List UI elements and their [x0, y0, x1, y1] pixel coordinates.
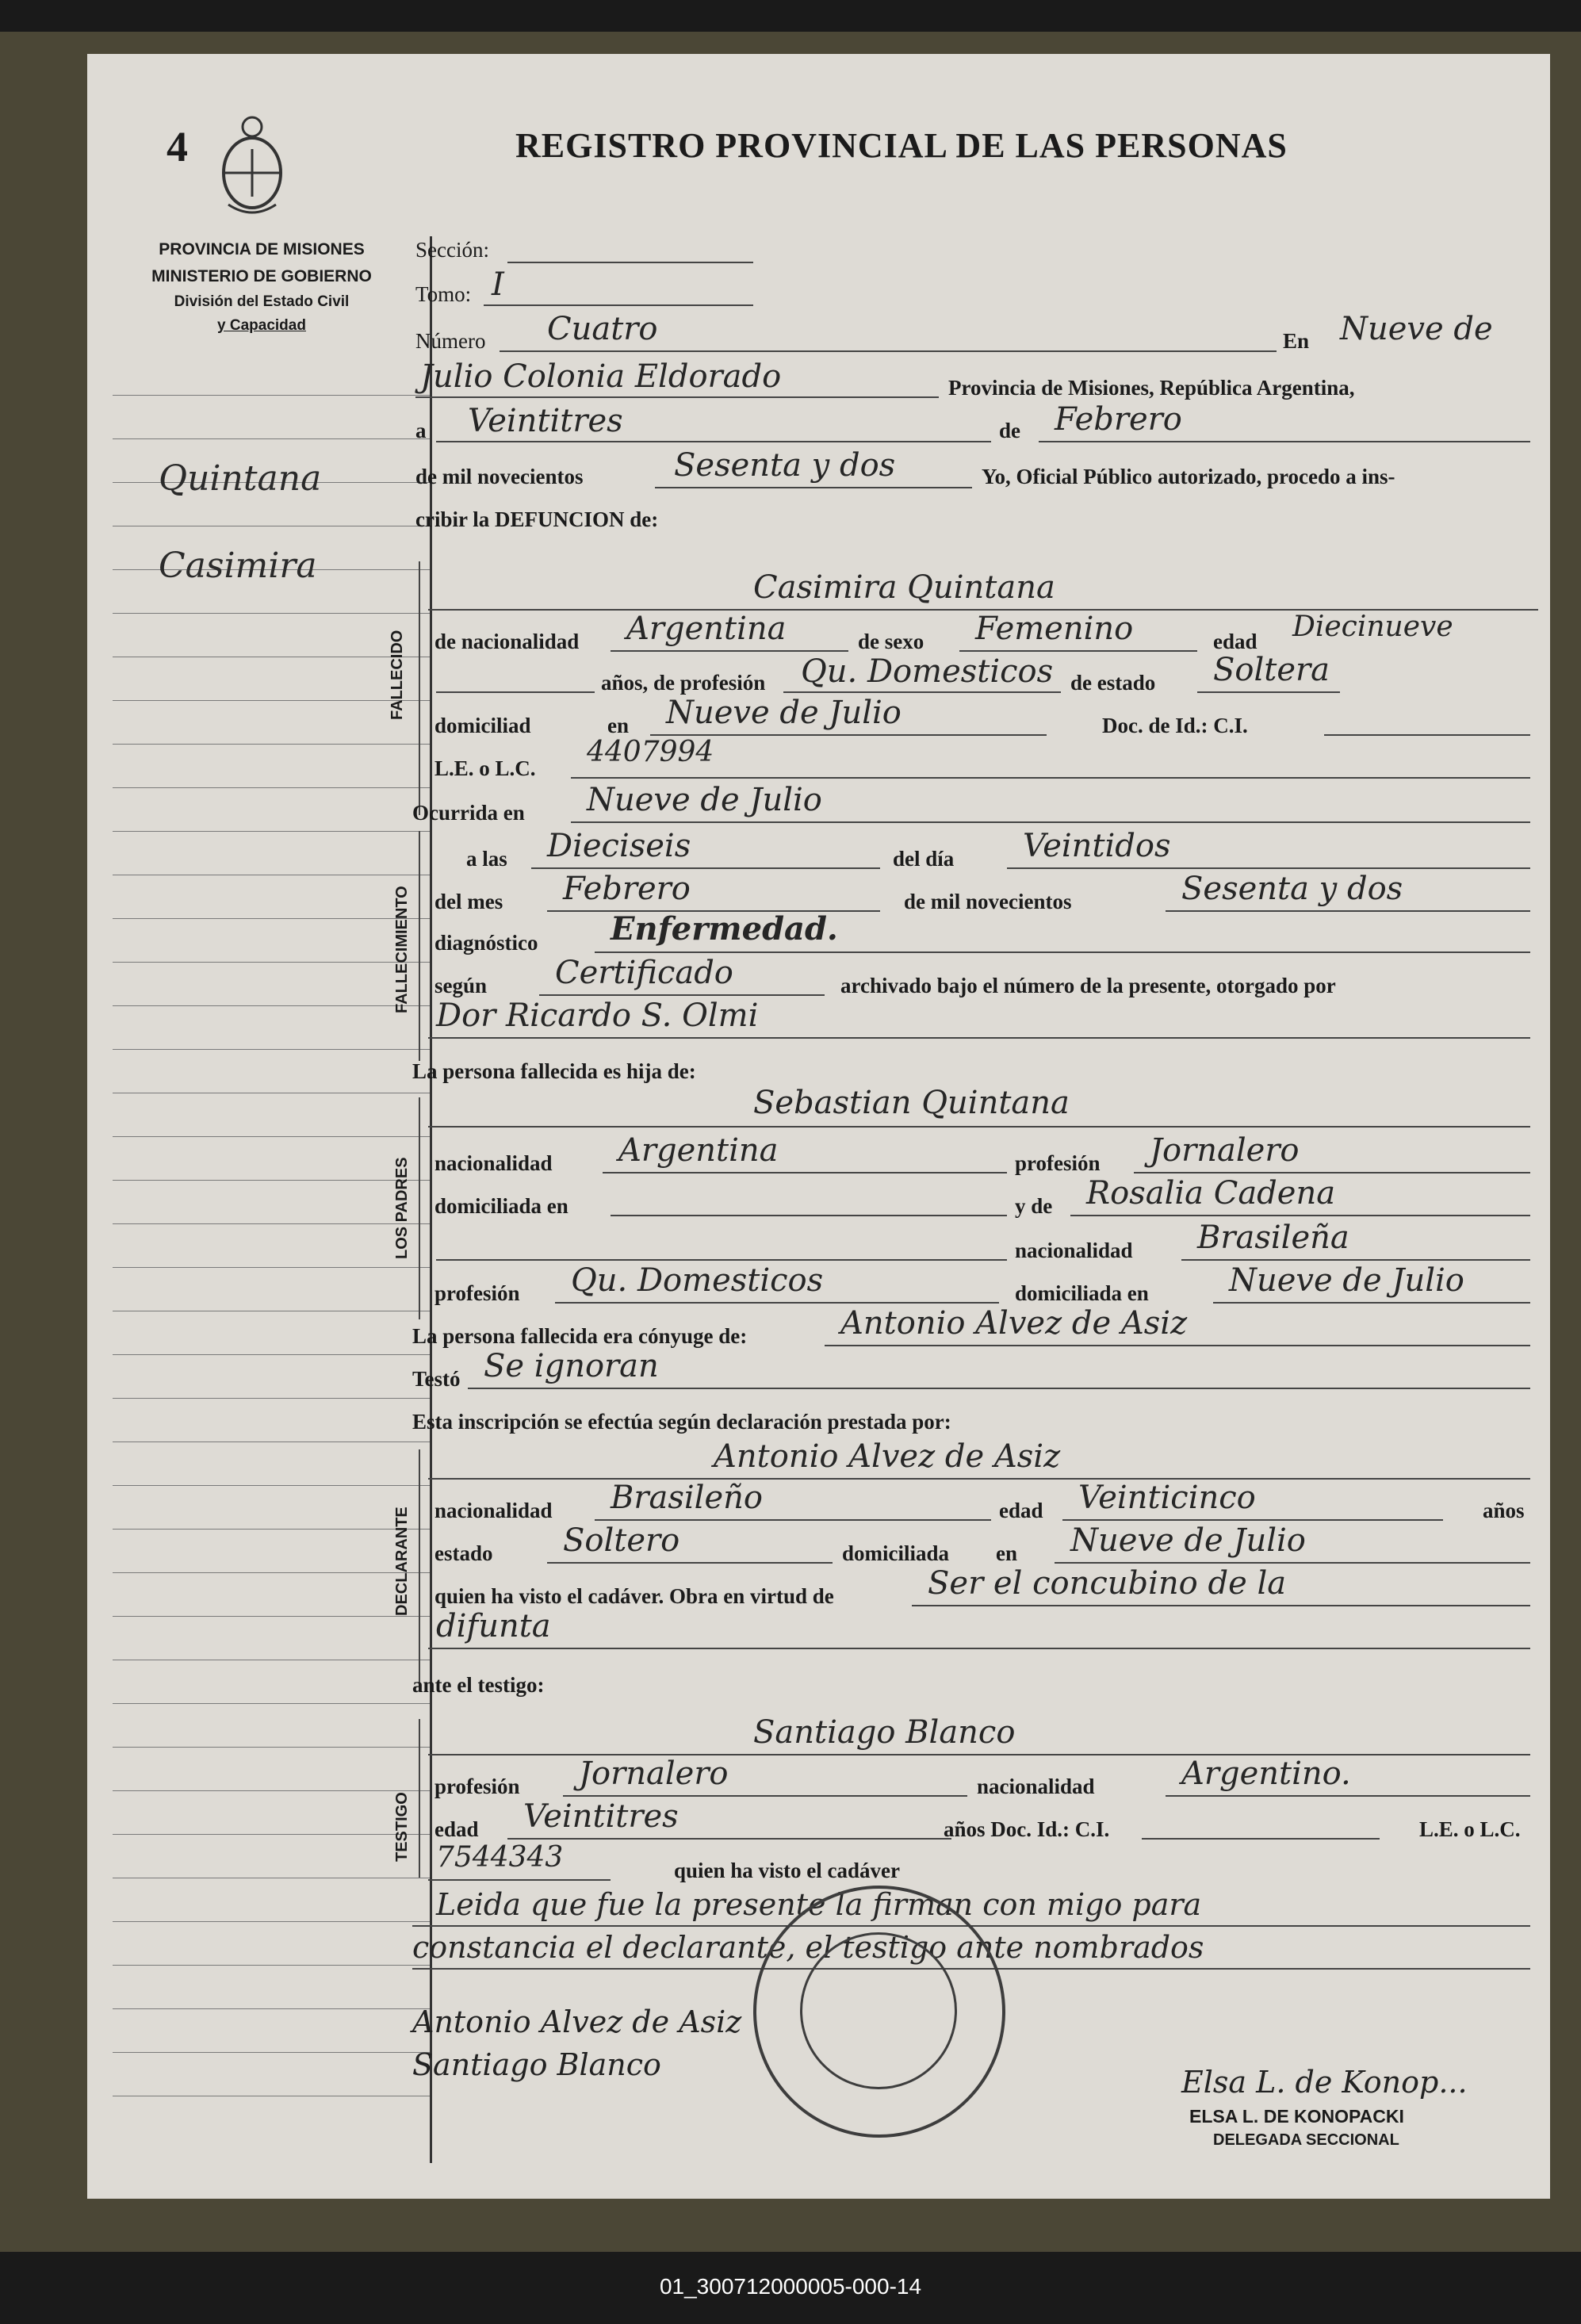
label-de-sexo: de sexo [858, 630, 924, 653]
label-de-nacionalidad: de nacionalidad [434, 630, 580, 653]
label-inscribir: cribir la DEFUNCION de: [415, 507, 659, 531]
ruled-line [113, 1616, 430, 1617]
value-obra: Ser el concubino de la [928, 1565, 1287, 1602]
section-brace [419, 1719, 420, 1878]
margin-ruled-lines [113, 395, 430, 2155]
label-doc-id: años Doc. Id.: C.I. [944, 1817, 1110, 1841]
page-number: 4 [167, 123, 188, 170]
label-domiciliada: domiciliada [842, 1541, 950, 1565]
label-en: En [1283, 329, 1310, 353]
ruled-line [113, 787, 430, 788]
value-test-edad: Veintitres [523, 1798, 679, 1835]
label-anos: años [1483, 1499, 1525, 1522]
label-domiciliada-en: domiciliada en [1015, 1281, 1149, 1305]
section-brace [419, 1097, 420, 1319]
label-nacionalidad: nacionalidad [1015, 1239, 1133, 1262]
label-de: de [999, 419, 1020, 442]
value-diagnostico: Enfermedad. [611, 910, 838, 948]
label-en: en [996, 1541, 1017, 1565]
value-sexo: Femenino [975, 611, 1134, 647]
ruled-line [113, 1180, 430, 1181]
value-test-prof: Jornalero [579, 1755, 729, 1792]
value-test-ci: 7544343 [436, 1841, 564, 1874]
label-diagnostico: diagnóstico [434, 931, 538, 955]
value-padre-prof: Jornalero [1150, 1132, 1300, 1169]
label-nacionalidad: nacionalidad [977, 1775, 1095, 1798]
margin-given-name: Casimira [159, 546, 317, 586]
value-decl-edad: Veinticinco [1078, 1480, 1256, 1516]
label-ocurrida: Ocurrida en [412, 801, 525, 825]
value-madre-dom: Nueve de Julio [1229, 1262, 1464, 1299]
ruled-line [113, 2008, 430, 2009]
value-mes-fall: Febrero [563, 871, 691, 907]
ruled-line [113, 2052, 430, 2053]
signature-oficial: Elsa L. de Konop... [1181, 2065, 1468, 2100]
section-fallecido: FALLECIDO [389, 630, 406, 720]
value-madre-nac: Brasileña [1197, 1219, 1349, 1256]
label-a-las: a las [466, 847, 507, 871]
label-provincia: Provincia de Misiones, República Argentina, [948, 376, 1355, 400]
value-madre: Rosalia Cadena [1086, 1175, 1336, 1212]
section-fallecimiento: FALLECIMIENTO [393, 886, 411, 1013]
value-anio: Sesenta y dos [674, 447, 896, 484]
value-domicilio: Nueve de Julio [666, 695, 902, 731]
margin-surname: Quintana [159, 458, 322, 499]
coat-of-arms-icon [212, 109, 292, 220]
label-seccion: Sección: [415, 238, 489, 262]
closing-line: constancia el declarante, el testigo ante nombrados [412, 1930, 1204, 1965]
label-del-mes: del mes [434, 890, 503, 913]
ruled-line [113, 831, 430, 832]
value-decl-nac: Brasileño [611, 1480, 763, 1516]
ruled-line [113, 1354, 430, 1355]
ruled-line [113, 1441, 430, 1442]
value-estado: Soltera [1213, 652, 1330, 688]
document-page [87, 54, 1550, 2199]
label-profesion: profesión [434, 1281, 520, 1305]
official-seal-icon [753, 1886, 1005, 2138]
value-segun: Certificado [555, 955, 733, 991]
ruled-line [113, 1267, 430, 1268]
label-tomo: Tomo: [415, 282, 472, 306]
ruled-line [113, 1049, 430, 1050]
label-domiciliada-en: domiciliada en [434, 1194, 568, 1218]
label-doc-id: Doc. de Id.: C.I. [1102, 714, 1248, 737]
page-title: REGISTRO PROVINCIAL DE LAS PERSONAS [515, 126, 1288, 165]
label-profesion: profesión [434, 1775, 520, 1798]
label-profesion: profesión [1015, 1151, 1101, 1175]
label-le-lc: L.E. o L.C. [434, 756, 536, 780]
stamp-role: DELEGADA SECCIONAL [1213, 2131, 1399, 2149]
section-los-padres: LOS PADRES [393, 1157, 411, 1259]
label-de-mil: de mil novecientos [904, 890, 1072, 913]
label-quien-visto: quien ha visto el cadáver. Obra en virtud de [434, 1584, 834, 1608]
value-nombre: Casimira Quintana [753, 569, 1055, 606]
value-padre: Sebastian Quintana [753, 1085, 1070, 1121]
value-testo: Se ignoran [484, 1348, 659, 1384]
section-testigo: TESTIGO [393, 1792, 411, 1862]
label-anos-profesion: años, de profesión [601, 671, 766, 695]
closing-line: Leida que fue la presente la firman con migo para [436, 1887, 1202, 1922]
value-ocurrida: Nueve de Julio [587, 782, 822, 818]
section-brace [419, 561, 420, 815]
label-hija-de: La persona fallecida es hija de: [412, 1059, 696, 1083]
ruled-line [113, 613, 430, 614]
label-edad: edad [999, 1499, 1043, 1522]
ruled-line [113, 1136, 430, 1137]
label-domiciliad: domiciliad [434, 714, 531, 737]
label-archivado: archivado bajo el número de la presente, otorgado por [840, 974, 1336, 997]
label-declaracion: Esta inscripción se efectúa según declaración prestada por: [412, 1410, 951, 1434]
ruled-line [113, 1398, 430, 1399]
value-decl-estado: Soltero [563, 1522, 680, 1559]
value-medico: Dor Ricardo S. Olmi [436, 997, 759, 1034]
label-yo-oficial: Yo, Oficial Público autorizado, procedo a ins- [982, 465, 1395, 488]
label-testo: Testó [412, 1367, 461, 1391]
value-conyuge: Antonio Alvez de Asiz [840, 1305, 1188, 1342]
ruled-line [113, 1834, 430, 1835]
value-declarante: Antonio Alvez de Asiz [714, 1438, 1061, 1475]
label-de-mil: de mil novecientos [415, 465, 584, 488]
value-decl-dom: Nueve de Julio [1070, 1522, 1306, 1559]
label-en: en [607, 714, 629, 737]
ruled-line [113, 438, 430, 439]
ruled-line [113, 1529, 430, 1530]
value-tomo: I [492, 266, 504, 303]
ruled-line [113, 700, 430, 701]
label-edad: edad [434, 1817, 479, 1841]
label-segun: según [434, 974, 488, 997]
value-dia-fall: Veintidos [1023, 828, 1171, 864]
value-madre-prof: Qu. Domesticos [571, 1262, 824, 1299]
value-testigo: Santiago Blanco [753, 1714, 1016, 1751]
office-line: PROVINCIA DE MISIONES [159, 240, 365, 258]
label-del-dia: del día [893, 847, 955, 871]
signature-testigo: Santiago Blanco [412, 2047, 661, 2082]
value-anio-fall: Sesenta y dos [1181, 871, 1403, 907]
value-nacionalidad: Argentina [626, 611, 787, 647]
ruled-line [113, 962, 430, 963]
section-brace [419, 1449, 420, 1687]
ruled-line [113, 1223, 430, 1224]
ruled-line [113, 1005, 430, 1006]
value-test-nac: Argentino. [1181, 1755, 1351, 1792]
value-profesion: Qu. Domesticos [801, 653, 1054, 690]
office-line: MINISTERIO DE GOBIERNO [151, 267, 372, 285]
label-conyuge: La persona fallecida era cónyuge de: [412, 1324, 748, 1348]
label-estado: estado [434, 1541, 493, 1565]
value-en: Nueve de [1340, 311, 1493, 347]
section-declarante: DECLARANTE [393, 1507, 411, 1616]
label-y-de: y de [1015, 1194, 1053, 1218]
signature-declarante: Antonio Alvez de Asiz [412, 2004, 742, 2039]
ruled-line [113, 1703, 430, 1704]
ruled-line [113, 1921, 430, 1922]
label-nacionalidad: nacionalidad [434, 1499, 553, 1522]
label-quien-visto: quien ha visto el cadáver [674, 1859, 901, 1882]
ruled-line [113, 1965, 430, 1966]
ruled-line [113, 1485, 430, 1486]
section-brace [419, 831, 420, 1061]
value-numero: Cuatro [547, 311, 658, 347]
value-mes: Febrero [1055, 401, 1182, 438]
label-a: a [415, 419, 427, 442]
value-le-lc: 4407994 [587, 736, 714, 768]
ruled-line [113, 1572, 430, 1573]
value-edad: Diecinueve [1292, 611, 1453, 643]
label-de-estado: de estado [1070, 671, 1156, 695]
value-dia: Veintitres [468, 403, 623, 439]
ruled-line [113, 918, 430, 919]
ruled-line [113, 395, 430, 396]
ruled-line [113, 1747, 430, 1748]
label-le-lc: L.E. o L.C. [1419, 1817, 1521, 1841]
ruled-line [113, 1790, 430, 1791]
value-lugar: Julio Colonia Eldorado [420, 358, 782, 395]
label-numero: Número [415, 329, 486, 353]
office-line: División del Estado Civil [174, 293, 350, 310]
value-obra-cont: difunta [436, 1608, 551, 1644]
office-line: y Capacidad [217, 317, 306, 334]
office-block [111, 236, 412, 338]
image-caption: 01_300712000005-000-14 [659, 2274, 922, 2299]
ruled-line [113, 744, 430, 745]
stamp-name: ELSA L. DE KONOPACKI [1189, 2106, 1404, 2127]
label-nacionalidad: nacionalidad [434, 1151, 553, 1175]
label-ante-testigo: ante el testigo: [412, 1673, 545, 1697]
value-hora: Dieciseis [547, 828, 691, 864]
value-padre-nac: Argentina [618, 1132, 779, 1169]
label-edad: edad [1213, 630, 1258, 653]
